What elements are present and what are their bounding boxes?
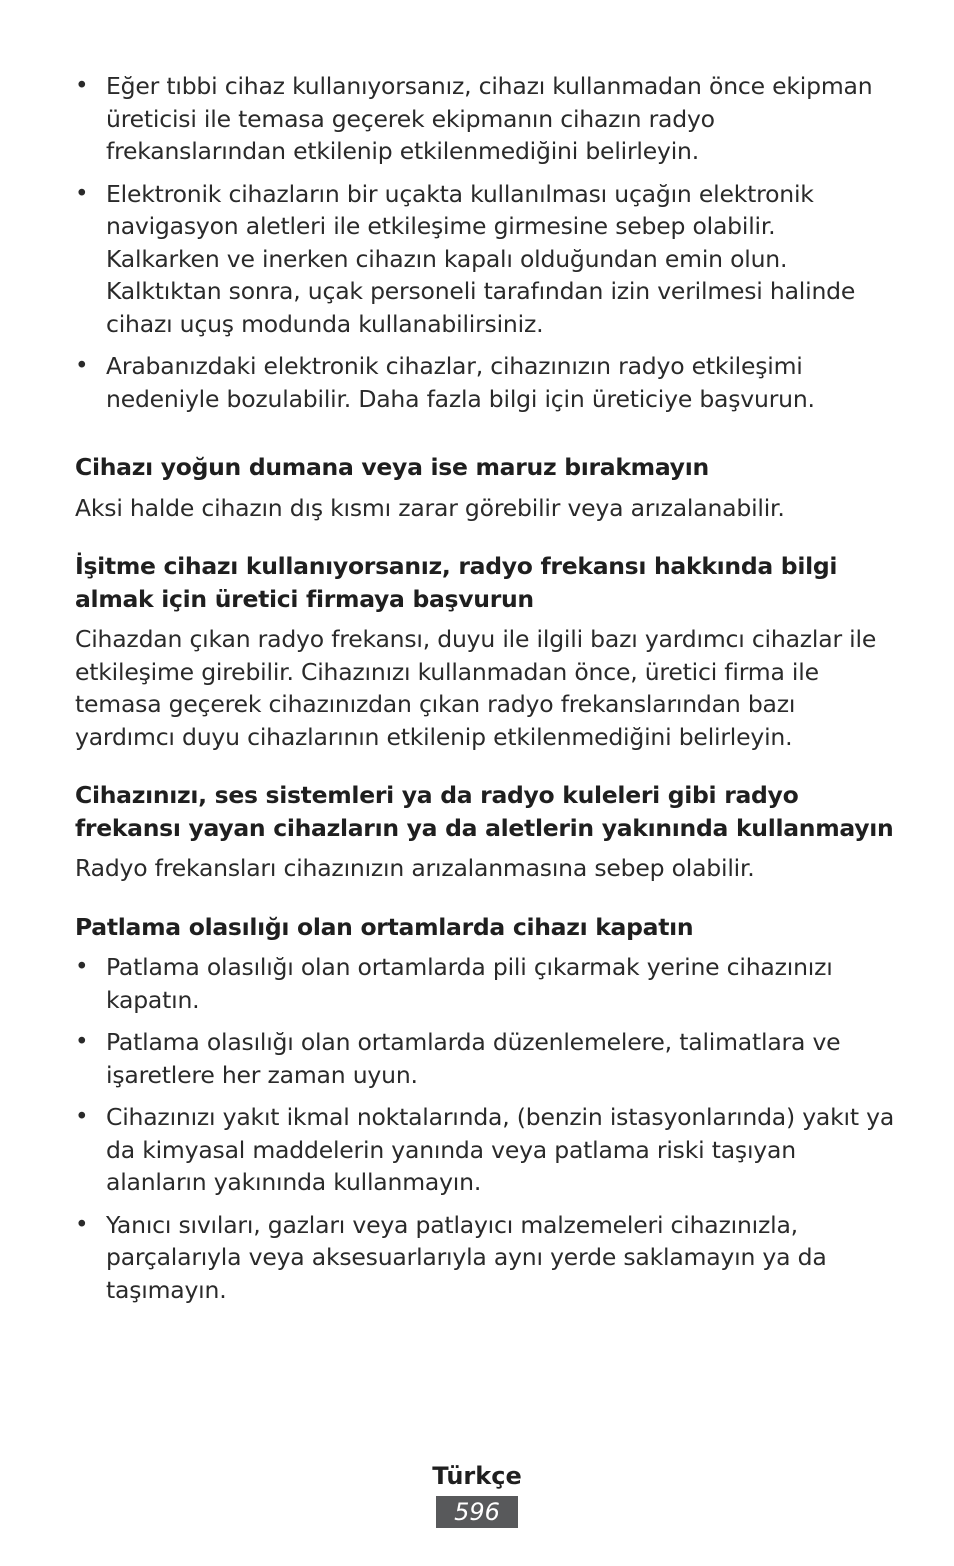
list-item: • Patlama olasılığı olan ortamlarda düzenlemelere, talimatlara ve işaretlere her zaman uyun.	[75, 1026, 895, 1091]
section-body: Radyo frekansları cihazınızın arızalanmasına sebep olabilir.	[75, 854, 755, 882]
intro-bullet-list	[75, 70, 895, 415]
list-item: • Elektronik cihazların bir uçakta kullanılması uçağın elektronik navigasyon aletleri ile etkileşime girmesine sebep olabilir. Kalkarken ve inerken cihazın kapalı olduğundan emin olun. Kalktıktan sonra, uçak personeli tarafından izin verilmesi halinde cihazı uçuş modunda kullanabilirsiniz.	[75, 178, 895, 341]
list-item: • Arabanızdaki elektronik cihazlar, cihazınızın radyo etkileşimi nedeniyle bozulabilir. Daha fazla bilgi için üreticiye başvurun.	[75, 350, 895, 415]
section-body: Cihazdan çıkan radyo frekansı, duyu ile ilgili bazı yardımcı cihazlar ile etkileşime girebilir. Cihazınızı kullanmadan önce, üretici firma ile temasa geçerek cihazınızdan çıkan radyo frekanslarından bazı yardımcı duyu cihazlarının etkilenip etkilenmediğini belirleyin.	[75, 625, 877, 751]
section-explosive	[75, 911, 895, 1307]
list-item: • Cihazınızı yakıt ikmal noktalarında, (benzin istasyonlarında) yakıt ya da kimyasal maddelerin yanında veya patlama riski taşıyan alanların yakınında kullanmayın.	[75, 1101, 895, 1199]
section-heading: Cihazınızı, ses sistemleri ya da radyo kuleleri gibi radyo frekansı yayan cihazların ya da aletlerin yakınında kullanmayın	[75, 781, 894, 842]
document-body	[75, 70, 895, 1316]
explosive-bullet-list	[75, 951, 895, 1306]
footer-language: Türkçe	[432, 1462, 522, 1490]
section-hearing-aid	[75, 550, 895, 753]
section-body: Aksi halde cihazın dış kısmı zarar görebilir veya arızalanabilir.	[75, 493, 785, 522]
section-heading: Cihazı yoğun dumana veya ise maruz bırakmayın	[75, 453, 709, 481]
list-item: • Yanıcı sıvıları, gazları veya patlayıcı malzemeleri cihazınızla, parçalarıyla veya aksesuarlarıyla aynı yerde saklamayın ya da taşımayın.	[75, 1209, 895, 1307]
section-heading: Patlama olasılığı olan ortamlarda cihazı kapatın	[75, 912, 694, 941]
list-item: • Patlama olasılığı olan ortamlarda pili çıkarmak yerine cihazınızı kapatın.	[75, 951, 895, 1016]
list-item: • Eğer tıbbi cihaz kullanıyorsanız, cihazı kullanmadan önce ekipman üreticisi ile temasa geçerek ekipmanın cihazın radyo frekanslarından etkilenip etkilenmediğini belirleyin.	[75, 70, 895, 168]
page-footer	[0, 1462, 954, 1528]
section-radio-towers	[75, 779, 895, 885]
section-smoke	[75, 451, 895, 524]
section-heading: İşitme cihazı kullanıyorsanız, radyo frekansı hakkında bilgi almak için üretici firmaya başvurun	[75, 552, 838, 613]
page-number: 596	[436, 1496, 518, 1528]
